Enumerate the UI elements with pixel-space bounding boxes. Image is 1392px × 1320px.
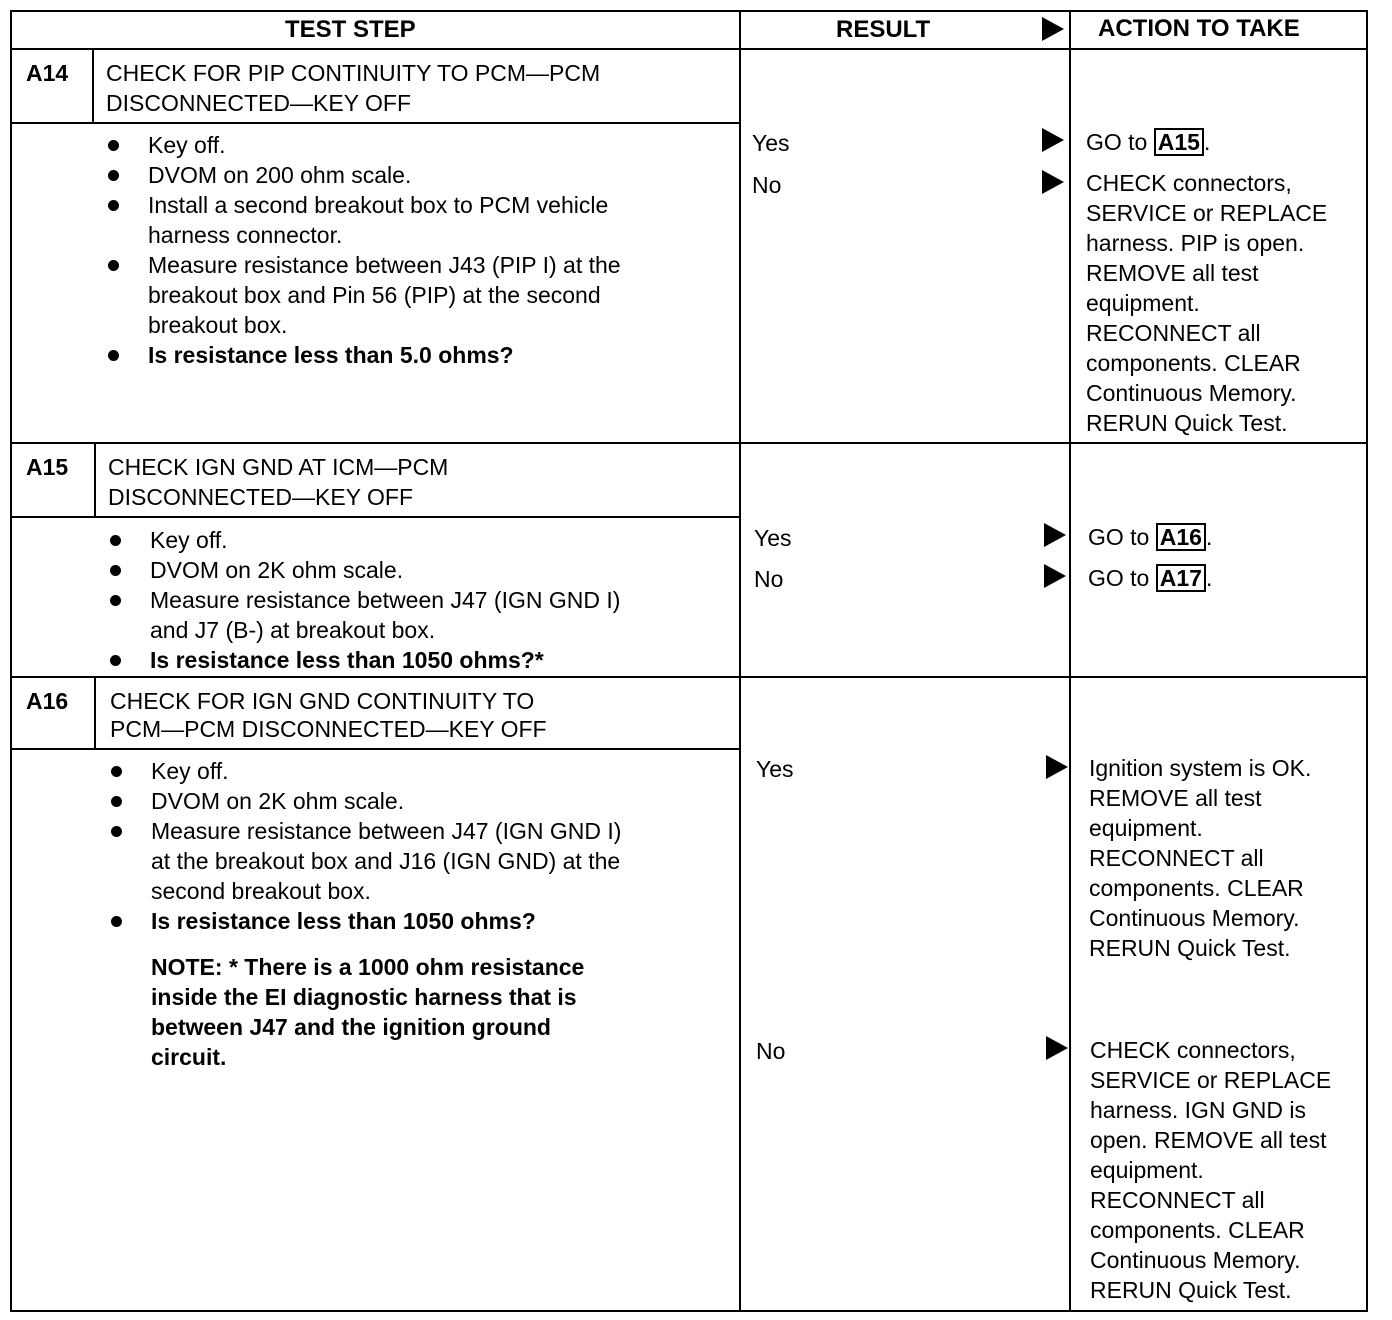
bullet-icon — [110, 565, 121, 576]
a16-action-no-line1: CHECK connectors, — [1090, 1037, 1296, 1063]
table-border-top — [10, 10, 1368, 12]
a15-bullet-2: DVOM on 2K ohm scale. — [150, 557, 404, 583]
step-id-a15: A15 — [26, 454, 69, 480]
bullet-icon — [110, 655, 121, 666]
a16-action-no-line7: components. CLEAR — [1090, 1217, 1305, 1243]
a14-action-no-line8: Continuous Memory. — [1086, 380, 1297, 406]
a14-bullet-4-line1: Measure resistance between J43 (PIP I) at the — [148, 252, 621, 278]
header-arrow-icon — [1042, 17, 1064, 41]
a14-bullet-3-line2: harness connector. — [148, 222, 343, 248]
bullet-icon — [108, 350, 119, 361]
bullet-icon — [108, 260, 119, 271]
a14-bullet-4-line3: breakout box. — [148, 312, 288, 338]
a15-action-yes-prefix: GO to — [1088, 524, 1156, 550]
a16-bullet-3-line2: at the breakout box and J16 (IGN GND) at the — [151, 848, 621, 874]
a14-result-yes: Yes — [752, 130, 790, 156]
a16-action-no-line6: RECONNECT all — [1090, 1187, 1265, 1213]
a14-action-yes — [1086, 127, 1210, 157]
a16-bullet-3-line1: Measure resistance between J47 (IGN GND I) — [151, 818, 622, 844]
bullet-icon — [108, 200, 119, 211]
a16-action-no-line8: Continuous Memory. — [1090, 1247, 1301, 1273]
row-divider-a14-a15 — [10, 442, 1368, 444]
bullet-icon — [111, 916, 122, 927]
header-action: ACTION TO TAKE — [1098, 15, 1300, 42]
a16-action-yes-line4: RECONNECT all — [1089, 845, 1264, 871]
a14-action-no-line3: harness. PIP is open. — [1086, 230, 1305, 256]
a16-bullet-3-line3: second breakout box. — [151, 878, 371, 904]
bullet-icon — [108, 140, 119, 151]
a14-action-yes-suffix: . — [1203, 129, 1211, 155]
header-divider — [10, 48, 1368, 50]
header-test-step: TEST STEP — [285, 16, 416, 43]
a16-action-no-line9: RERUN Quick Test. — [1090, 1277, 1292, 1303]
result-arrow-icon — [1046, 1036, 1068, 1060]
a15-action-no-ref: A17 — [1156, 564, 1206, 592]
step-title-a16-line1: CHECK FOR IGN GND CONTINUITY TO — [110, 688, 535, 714]
a16-note-line2: inside the EI diagnostic harness that is — [151, 984, 577, 1010]
a15-action-yes-ref: A16 — [1156, 523, 1206, 551]
a16-result-yes: Yes — [756, 756, 794, 782]
a15-bullet-1: Key off. — [150, 527, 228, 553]
a14-action-no-line9: RERUN Quick Test. — [1086, 410, 1288, 436]
bullet-icon — [110, 595, 121, 606]
a14-result-no: No — [752, 172, 782, 198]
step-id-a14: A14 — [26, 60, 69, 86]
column-divider-result — [739, 10, 741, 1312]
a16-bullet-1: Key off. — [151, 758, 229, 784]
a16-result-no: No — [756, 1038, 786, 1064]
a16-bullet-4: Is resistance less than 1050 ohms? — [151, 908, 536, 934]
a16-action-yes-line7: RERUN Quick Test. — [1089, 935, 1291, 961]
a15-bullet-4: Is resistance less than 1050 ohms?* — [150, 647, 544, 673]
a15-action-yes — [1088, 522, 1212, 552]
a14-action-no-line5: equipment. — [1086, 290, 1200, 316]
result-arrow-icon — [1046, 755, 1068, 779]
step-title-a14-line2: DISCONNECTED—KEY OFF — [106, 90, 411, 116]
a15-result-yes: Yes — [754, 525, 792, 551]
table-border-right — [1366, 10, 1368, 1312]
step-id-a16: A16 — [26, 688, 69, 714]
column-divider-action — [1069, 10, 1071, 1312]
a14-action-yes-ref: A15 — [1154, 128, 1204, 156]
a15-action-no-suffix: . — [1205, 565, 1213, 591]
table-border-left — [10, 10, 12, 1312]
step-title-a16-line2: PCM—PCM DISCONNECTED—KEY OFF — [110, 716, 547, 742]
a15-id-divider — [94, 442, 96, 518]
a14-bullet-4-line2: breakout box and Pin 56 (PIP) at the second — [148, 282, 601, 308]
a16-bullet-2: DVOM on 2K ohm scale. — [151, 788, 405, 814]
a14-bullet-3-line1: Install a second breakout box to PCM vehicle — [148, 192, 609, 218]
a14-action-no-line4: REMOVE all test — [1086, 260, 1259, 286]
a16-action-no-line4: open. REMOVE all test — [1090, 1127, 1327, 1153]
a14-action-no-line6: RECONNECT all — [1086, 320, 1261, 346]
a16-id-divider — [94, 676, 96, 750]
a16-action-yes-line5: components. CLEAR — [1089, 875, 1304, 901]
a16-action-no-line5: equipment. — [1090, 1157, 1204, 1183]
a16-action-yes-line3: equipment. — [1089, 815, 1203, 841]
a16-title-divider — [10, 748, 741, 750]
a16-action-yes-line2: REMOVE all test — [1089, 785, 1262, 811]
a15-action-no-prefix: GO to — [1088, 565, 1156, 591]
a16-action-yes-line6: Continuous Memory. — [1089, 905, 1300, 931]
a14-bullet-1: Key off. — [148, 132, 226, 158]
a15-action-yes-suffix: . — [1205, 524, 1213, 550]
a16-action-no-line3: harness. IGN GND is — [1090, 1097, 1306, 1123]
a16-note-line3: between J47 and the ignition ground — [151, 1014, 551, 1040]
result-arrow-icon — [1044, 564, 1066, 588]
a16-action-yes-line1: Ignition system is OK. — [1089, 755, 1312, 781]
a16-note-line4: circuit. — [151, 1044, 227, 1070]
bullet-icon — [111, 826, 122, 837]
a16-action-no-line2: SERVICE or REPLACE — [1090, 1067, 1332, 1093]
a14-bullet-2: DVOM on 200 ohm scale. — [148, 162, 412, 188]
a15-title-divider — [10, 516, 741, 518]
header-result: RESULT — [836, 16, 931, 43]
bullet-icon — [111, 796, 122, 807]
result-arrow-icon — [1042, 170, 1064, 194]
a15-bullet-3-line2: and J7 (B-) at breakout box. — [150, 617, 436, 643]
a14-action-yes-prefix: GO to — [1086, 129, 1154, 155]
a15-action-no — [1088, 563, 1212, 593]
a14-id-divider — [92, 48, 94, 124]
table-border-bottom — [10, 1310, 1368, 1312]
a15-bullet-3-line1: Measure resistance between J47 (IGN GND I) — [150, 587, 621, 613]
a14-bullet-5: Is resistance less than 5.0 ohms? — [148, 342, 514, 368]
bullet-icon — [111, 766, 122, 777]
bullet-icon — [108, 170, 119, 181]
result-arrow-icon — [1042, 128, 1064, 152]
row-divider-a15-a16 — [10, 676, 1368, 678]
a15-result-no: No — [754, 566, 784, 592]
step-title-a15-line1: CHECK IGN GND AT ICM—PCM — [108, 454, 449, 480]
a16-note-line1: NOTE: * There is a 1000 ohm resistance — [151, 954, 585, 980]
bullet-icon — [110, 535, 121, 546]
step-title-a15-line2: DISCONNECTED—KEY OFF — [108, 484, 413, 510]
a14-title-divider — [10, 122, 741, 124]
a14-action-no-line7: components. CLEAR — [1086, 350, 1301, 376]
result-arrow-icon — [1044, 523, 1066, 547]
a14-action-no-line2: SERVICE or REPLACE — [1086, 200, 1328, 226]
step-title-a14-line1: CHECK FOR PIP CONTINUITY TO PCM—PCM — [106, 60, 601, 86]
a14-action-no-line1: CHECK connectors, — [1086, 170, 1292, 196]
